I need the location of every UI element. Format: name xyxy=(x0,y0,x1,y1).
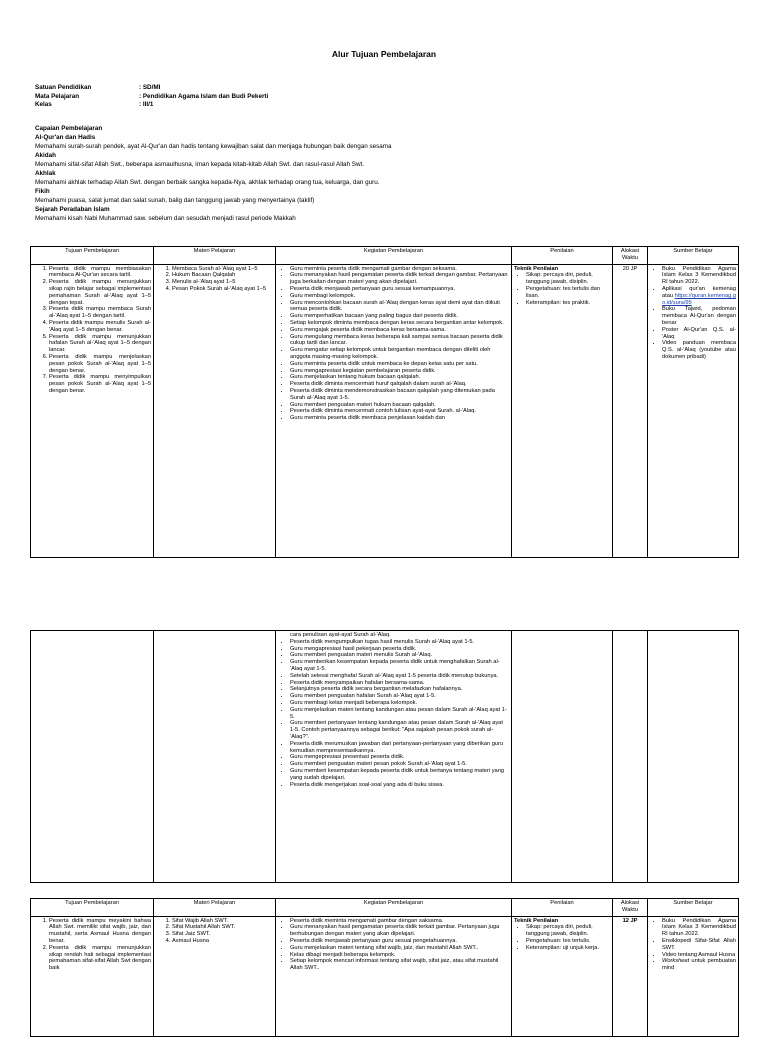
section-heading: Sejarah Peradaban Islam xyxy=(35,206,110,213)
cell-materi xyxy=(154,264,276,557)
list-item: • Peserta didik menyampaikan hafalan bersama-sama. xyxy=(290,680,509,687)
list-item: • Guru meminta peserta didik untuk membaca ke depan kelas satu per satu. xyxy=(290,361,509,368)
section-heading: Al-Qur'an dan Hadis xyxy=(35,134,96,141)
cell-sumber xyxy=(648,916,739,1036)
identity-block xyxy=(35,84,268,110)
section-text: Memahami surah-surah pendek, ayat Al-Qur'an dan hadis tentang kewajiban salat dan menjaga hubungan baik dengan sesama xyxy=(35,143,392,150)
list-item: 3. Peserta didik mampu membaca Surah al-'Alaq ayat 1–5 dengan tartil. xyxy=(49,306,151,320)
list-item: • Buku Pendidikan Agama Islam Kelas 3 Kemendikbud RI tahun 2022. xyxy=(662,266,736,286)
list-item: • Peserta didik mengerjakan soal-soal yang ada di buku siswa. xyxy=(290,782,509,789)
materi-list xyxy=(156,918,273,945)
tujuan-list xyxy=(33,918,151,972)
list-item: 5. Peserta didik mampu menunjukkan hafalan Surah al-'Alaq ayat 1–5 dengan lancar. xyxy=(49,334,151,354)
list-item: • Guru menjelaskan tentang hukum bacaan qalqalah. xyxy=(290,374,509,381)
list-item: • Kelas dibagi menjadi beberapa kelompok. xyxy=(290,952,509,959)
cell-penilaian xyxy=(512,916,613,1036)
cell-alokasi: 20 JP xyxy=(613,264,648,557)
table-row xyxy=(31,916,739,1036)
penilaian-list xyxy=(514,272,610,306)
list-item: • Guru mengapresiasi kegiatan pembelajaran peserta didik. xyxy=(290,368,509,375)
list-item: • Peserta didik meminta mengamati gambar dengan saksama. xyxy=(290,918,509,925)
list-item: • Guru meminta peserta didik mengamati gambar dengan seksama. xyxy=(290,266,509,273)
list-item: • Guru menanyakan hasil pengamatan peserta didik terkait dengan gambar. Pertanyaan juga berkaitan dengan materi yang akan dipelajari. xyxy=(290,272,509,286)
learning-flow-table-2 xyxy=(30,898,739,1037)
header-sumber: Sumber Belajar xyxy=(648,899,739,917)
penilaian-list xyxy=(514,924,610,951)
cell-penilaian xyxy=(512,264,613,557)
list-item: • Peserta didik merumuskan jawaban dari pertanyaan-pertanyaan yang diberikan guru kemudian mempresentasikannya. xyxy=(290,741,509,755)
list-item: • Pengetahuan: tes tertulis. xyxy=(526,938,610,945)
list-item: • Guru memperhatikan bacaan yang paling bagus dari peserta didik. xyxy=(290,313,509,320)
meta-row: Kelas : III/1 xyxy=(35,101,154,109)
section-text: Memahami puasa, salat jumat dan salat sunah, balig dan tanggung jawab yang menyertainya (taklif) xyxy=(35,197,315,204)
header-penilaian: Penilaian xyxy=(512,899,613,917)
cell-sumber xyxy=(648,264,739,557)
tujuan-list xyxy=(33,266,151,395)
section-heading: Capaian Pembelajaran xyxy=(35,125,103,132)
cell-kegiatan xyxy=(276,916,512,1036)
cell-tujuan xyxy=(31,916,154,1036)
header-materi: Materi Pelajaran xyxy=(154,899,276,917)
list-item: • Guru membagi kelas menjadi beberapa kelompok. xyxy=(290,700,509,707)
cell-materi xyxy=(154,916,276,1036)
list-item: • Ensiklopedi Sifat-Sifat Allah SWT. xyxy=(662,938,736,952)
section-text: Memahami akhlak terhadap Allah Swt. dengan berbaik sangka kepada-Nya, akhlak terhadap orang tua, keluarga, dan guru. xyxy=(35,179,380,186)
list-item: • Setiap kelompok diminta membaca dengan keras secara bergantian antar kelompok. xyxy=(290,320,509,327)
list-item: • Guru meminta peserta didik membaca penjelasan kaidah dan xyxy=(290,415,509,422)
list-item: • Peserta didik diminta mendemonstrasikan bacaan qalqalah yang ditemukan pada Surah al-'Alaq ayat 1-5. xyxy=(290,388,509,402)
kegiatan-list xyxy=(278,918,509,972)
list-item: • Setiap kelompok mencari informasi tentang sifat wajib, sifat jaiz, atau sifat mustahil Allah SWT.. xyxy=(290,958,509,972)
list-item: 1. Sifat Wajib Allah SWT. xyxy=(172,918,273,925)
cell-sumber xyxy=(648,631,739,883)
learning-flow-table-1 xyxy=(30,246,739,558)
list-item: • Selanjutnya peserta didik secara bergantian melafazkan hafalannya. xyxy=(290,686,509,693)
list-item: • Guru mengatur setiap kelompok untuk bergantian membaca dengan diteliti oleh anggota masing-masing kelompok. xyxy=(290,347,509,361)
cell-tujuan xyxy=(31,631,154,883)
cell-alokasi xyxy=(613,631,648,883)
list-item: • Aplikasi qur'an kemenag atau https://quran.kemenag.go.id/sura/95 xyxy=(662,286,736,306)
header-penilaian: Penilaian xyxy=(512,247,613,265)
list-item: • Peserta didik mengumpulkan tugas hasil menulis Surah al-'Alaq ayat 1-5. xyxy=(290,639,509,646)
list-item: • Guru memberi penguatan materi pesan pokok Surah al-'Alaq ayat 1-5. xyxy=(290,761,509,768)
list-item: • Guru membagi kelompok. xyxy=(290,293,509,300)
cell-kegiatan xyxy=(276,264,512,557)
list-item: • Guru menjelaskan materi tentang kandungan atau pesan dalam Surah al-'Alaq ayat 1-5. xyxy=(290,707,509,721)
list-item: 2. Sifat Mustahil Allah SWT. xyxy=(172,924,273,931)
kegiatan-continuation: cara penulisan ayat-ayat Surah al-'Alaq. xyxy=(290,632,391,638)
sumber-list xyxy=(650,918,736,972)
list-item: • Poster Al-Qur'an Q.S. al-'Alaq xyxy=(662,327,736,341)
list-item: • Buku Pendidikan Agama Islam Kelas 3 Kemendikbud RI tahun 2022. xyxy=(662,918,736,938)
list-item: 1. Peserta didik mampu membiasakan membaca Al-Qur'an secara tartil. xyxy=(49,266,151,280)
kegiatan-list xyxy=(278,639,509,789)
list-item: 7. Peserta didik mampu menyimpulkan pesan pokok Surah al-'Alaq ayat 1–5 dengan benar. xyxy=(49,374,151,394)
list-item: 4. Pesan Pokok Surah al-'Alaq ayat 1–5 xyxy=(172,286,273,293)
list-item: • Sikap: percaya diri, peduli, tanggung jawab, disiplin. xyxy=(526,924,610,938)
section-heading: Fikih xyxy=(35,188,50,195)
cell-tujuan xyxy=(31,264,154,557)
list-item: • Peserta didik menjawab pertanyaan guru sesuai kemampuannya. xyxy=(290,286,509,293)
header-materi: Materi Pelajaran xyxy=(154,247,276,265)
list-item: • Guru menanyakan hasil pengamatan peserta didik terkait gambar. Pertanyaan juga berhubungan dengan materi yang akan dipelajari. xyxy=(290,924,509,938)
list-item: 4. Asmaul Husna xyxy=(172,938,273,945)
list-item: • Guru memberikan kesempatan kepada peserta didik untuk menghafalkan Surah al-'Alaq ayat 1-5. xyxy=(290,659,509,673)
list-item: • Keterampilan: tes praktik. xyxy=(526,300,610,307)
list-item: • Video tentang Asmaul Husna xyxy=(662,952,736,959)
list-item: • Guru menjelaskan materi tentang sifat wajib, jaiz, dan mustahil Allah SWT.. xyxy=(290,945,509,952)
list-item: • Buku Tajwid, pedoman membaca Al-Qur'an dengan benar xyxy=(662,306,736,326)
list-item: 3. Sifat Jaiz SWT. xyxy=(172,931,273,938)
table-row xyxy=(31,264,739,557)
list-item: 6. Peserta didik mampu menjelaskan pesan pokok Surah al-'Alaq ayat 1–5 dengan benar. xyxy=(49,354,151,374)
list-item: • Peserta didik menjawab pertanyaan guru sesuai pengetahuannya. xyxy=(290,938,509,945)
meta-row: Satuan Pendidikan : SD/MI xyxy=(35,84,161,91)
list-item: 4. Peserta didik mampu menulis Surah al-'Alaq ayat 1–5 dengan benar. xyxy=(49,320,151,334)
page-title: Alur Tujuan Pembelajaran xyxy=(331,49,437,59)
list-item: • Guru memberi pertanyaan tentang kandungan atau pesan dalam Surah al-'Alaq ayat 1-5. Contoh pertanyaannya sebagai berikut: "Apa sajakah pesan pokok surah al-'Alaq?". xyxy=(290,720,509,740)
list-item: • Guru mengajak peserta didik membaca keras bersama-sama. xyxy=(290,327,509,334)
list-item: • Guru mengepresiasi presentasi peserta didik. xyxy=(290,754,509,761)
list-item: 2. Peserta didik mampu menunjukkan sikap rajin belajar sebagai implementasi pemahaman Surah al-'Alaq ayat 1–5 dengan tepat. xyxy=(49,279,151,306)
section-text: Memahami sifat-sifat Allah Swt., beberapa asmaulhusna, iman kepada kitab-kitab Allah Swt. dan rasul-rasul Allah Swt. xyxy=(35,161,365,168)
learning-flow-table-continuation xyxy=(30,630,739,883)
section-heading: Akidah xyxy=(35,152,56,159)
list-item: • Guru memberi penguatan materi menulis Surah al-'Alaq. xyxy=(290,652,509,659)
list-item: • Keterampilan: uji unjuk kerja. xyxy=(526,945,610,952)
quran-kemenag-link[interactable]: https://quran.kemenag.go.id/sura/95 xyxy=(662,292,737,306)
cell-alokasi: 12 JP xyxy=(613,916,648,1036)
header-alokasi: Alokasi Waktu xyxy=(613,247,648,265)
list-item: • Guru memberi penguatan materi hukum bacaan qalqalah. xyxy=(290,402,509,409)
header-kegiatan: Kegiatan Pembelajaran xyxy=(276,247,512,265)
list-item: • Pengetahuan: tes tertulis dan lisan. xyxy=(526,286,610,300)
header-tujuan: Tujuan Pembelajaran xyxy=(31,247,154,265)
list-item: • Setelah selesai menghafal Surah al-'Alaq ayat 1-5 peserta didik menutup bukunya. xyxy=(290,673,509,680)
table-row xyxy=(31,631,739,883)
meta-row: Mata Pelajaran : Pendidikan Agama Islam dan Budi Pekerti xyxy=(35,92,269,100)
header-kegiatan: Kegiatan Pembelajaran xyxy=(276,899,512,917)
list-item: • Guru mengapresiasi hasil pekerjaan peserta didik. xyxy=(290,646,509,653)
list-item: 3. Menulis al-'Alaq ayat 1–5 xyxy=(172,279,273,286)
list-item: • Worksheet untuk pembuatan mind xyxy=(662,958,736,972)
list-item: • Peserta didik diminta mencermati contoh tulisan ayat-ayat Surah. al-'Alaq. xyxy=(290,408,509,415)
sumber-list xyxy=(650,266,736,361)
kegiatan-list xyxy=(278,266,509,422)
list-item: 1. Peserta didik mampu meyakini bahwa Allah Swt. memiliki sifat wajib, jaiz, dan mustahil, serta Asmaul Husna dengan benar. xyxy=(49,918,151,945)
list-item: • Guru mengulang membaca keras beberapa kali sampai semua bacaan peserta didik cukup tartil dan lancar. xyxy=(290,334,509,348)
penilaian-title: Teknik Penilaian xyxy=(514,917,559,924)
section-heading: Akhlak xyxy=(35,170,56,177)
table-header-row xyxy=(31,247,739,265)
list-item: • Guru mencontohkan bacaan surah al-'Alaq dengan keras ayat demi ayat dan diikuti semua peserta didik. xyxy=(290,300,509,314)
cell-materi xyxy=(154,631,276,883)
table-header-row xyxy=(31,899,739,917)
header-sumber: Sumber Belajar xyxy=(648,247,739,265)
list-item: • Guru memberi kesempatan kepada peserta didik untuk bertanya tentang materi yang yang sudah dipelajari. xyxy=(290,768,509,782)
list-item: 2. Hukum Bacaan Qalqalah xyxy=(172,272,273,279)
list-item: 1. Membaca Surah al-'Alaq ayat 1–5 xyxy=(172,266,273,273)
header-tujuan: Tujuan Pembelajaran xyxy=(31,899,154,917)
materi-list xyxy=(156,266,273,293)
list-item: • Guru memberi penguatan hafalan Surah al-'Alaq ayat 1-5. xyxy=(290,693,509,700)
list-item: • Sikap: percaya diri, peduli, tanggung jawab, disiplin. xyxy=(526,272,610,286)
list-item: 2. Peserta didik mampu menunjukkan sikap rendah hati sebagai implementasi pemahaman sifat-sifat Allah Swt dengan baik xyxy=(49,945,151,972)
section-text: Memahami kisah Nabi Muhammad saw. sebelum dan sesudah menjadi rasul periode Makkah xyxy=(35,215,296,222)
penilaian-title: Teknik Penilaian xyxy=(514,265,559,272)
cell-kegiatan xyxy=(276,631,512,883)
capaian-pembelajaran xyxy=(35,124,735,223)
header-alokasi: Alokasi Waktu xyxy=(613,899,648,917)
list-item: • Peserta didik diminta mencermati huruf qalqalah dalam surah al-'Alaq. xyxy=(290,381,509,388)
list-item: • Video panduan membaca Q.S. al-'Alaq (youtube atau dokumen pribadi) xyxy=(662,340,736,360)
cell-penilaian xyxy=(512,631,613,883)
